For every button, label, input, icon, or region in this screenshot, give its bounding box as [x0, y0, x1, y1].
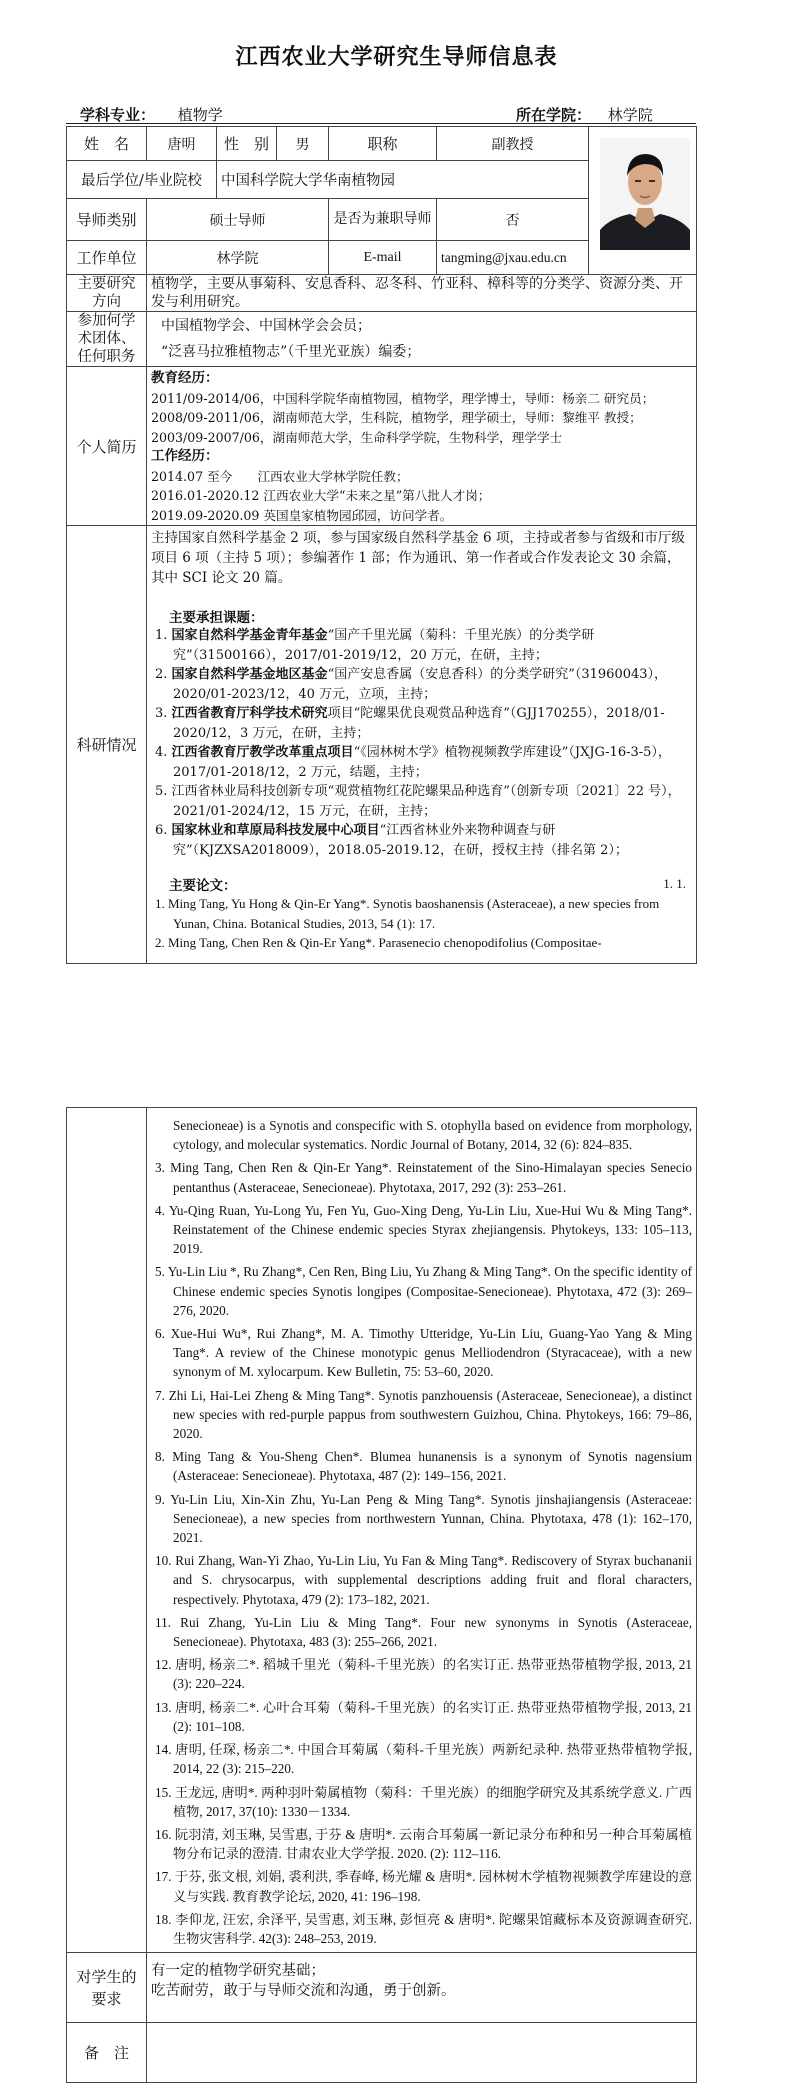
work-item: 2016.01-2020.12 江西农业大学“未来之星”第八批人才岗；: [151, 488, 491, 503]
papers-heading: 主要论文：: [169, 878, 237, 894]
paper-item: 5. Yu-Lin Liu *, Ru Zhang*, Cen Ren, Bing Liu, Yu Zhang & Ming Tang*. On the specific identity of Chinese endemic species Synotis longipes (Compositae-Senecioneae). Phytotaxa, 472 (3): 269–276, 2020.: [155, 1264, 692, 1318]
paper-item: 14. 唐明, 任琛, 杨亲二*. 中国合耳菊属（菊科-千里光族）两新纪录种. 热带亚热带植物学报, 2014, 22 (3): 215–220.: [155, 1742, 692, 1777]
project-number: 5.: [155, 784, 168, 799]
project-detail: 项目“陀螺果优良观赏品种选育”（GJJ170255），2018/01-2020/12，3 万元，在研，主持；: [173, 706, 665, 741]
supervisor-type-label: 导师类别: [67, 199, 147, 241]
research-summary: 主持国家自然科学基金 2 项，参与国家级自然科学基金 6 项，主持或者参与省级和市厅级项目 6 项（主持 5 项）；参编著作 1 部；作为通讯、第一作者或合作发表论文 30 余篇，其中 SCI 论文 20 篇。: [151, 530, 685, 586]
project-title: 江西省教育厅教学改革重点项目: [171, 745, 354, 760]
paper-item: 3. Ming Tang, Chen Ren & Qin-Er Yang*. Reinstatement of the Sino-Himalayan species Senecio pentanthus (Asteraceae, Senecioneae). Phytotaxa, 2017, 292 (3): 253–261.: [155, 1160, 692, 1195]
paper-item: 10. Rui Zhang, Wan-Yi Zhao, Yu-Lin Liu, Yu Fan & Ming Tang*. Rediscovery of Styrax buchananii and S. chrysocarpus, with supplemental descriptions adding fruit and floral characters, respectively. Phytotaxa, 479 (2): 173–182, 2021.: [155, 1553, 692, 1607]
title-value: 副教授: [437, 127, 589, 161]
discipline-label: 学科专业：: [80, 106, 156, 124]
papers-list-page1: [151, 894, 692, 953]
project-number: 1.: [155, 628, 168, 643]
unit-label: 工作单位: [67, 241, 147, 275]
project-detail: “《园林树木学》植物视频教学库建设”（JXJG-16-3-5），2017/01-2018/12，2 万元，结题，主持；: [173, 745, 671, 780]
project-item: [151, 704, 692, 743]
project-detail: “国产安息香属（安息香科）的分类学研究”（31960043），2020/01-2023/12，40 万元，立项，主持；: [173, 667, 668, 702]
concurrent-label: 是否为兼职导师: [329, 199, 437, 241]
requirements-label: 对学生的要求: [67, 1953, 147, 2023]
project-title: 国家林业和草原局科技发展中心项目: [171, 823, 380, 838]
project-item: [151, 665, 692, 704]
info-table-page1: [66, 126, 697, 964]
college-field: [516, 104, 653, 125]
paper-item: 2. Ming Tang, Chen Ren & Qin-Er Yang*. Parasenecio chenopodifolius (Compositae-: [155, 935, 602, 950]
remarks-value: [147, 2023, 697, 2083]
education-item: 2003/09-2007/06，湖南师范大学，生命科学学院，生物科学，理学学士: [151, 429, 563, 445]
email-label: E-mail: [329, 241, 437, 275]
paper-item: 18. 李仰龙, 汪宏, 余泽平, 吴雪惠, 刘玉琳, 彭恒亮 & 唐明*. 陀螺果馆藏标本及资源调查研究. 生物灾害科学. 42(3): 248–253, 2019.: [155, 1911, 692, 1946]
concurrent-value: 否: [437, 199, 589, 241]
academic-groups-cell: [147, 312, 697, 367]
project-number: 3.: [155, 706, 168, 721]
education-item: 2008/09-2011/06，湖南师范大学，生科院，植物学，理学硕士，导师：黎维平 教授；: [151, 410, 642, 425]
research-cell: [147, 526, 697, 964]
paper-item-continued: Senecioneae) is a Synotis and conspecific with S. otophylla based on evidence from morphology, cytology, and molecular systematics. Nordic Journal of Botany, 2014, 32 (6): 824–835.: [173, 1118, 692, 1153]
project-item: [151, 626, 692, 665]
academic-groups-line2: “泛喜马拉雅植物志”（千里光亚族）编委；: [161, 344, 421, 360]
work-item: 2019.09-2020.09 英国皇家植物园邱园，访问学者。: [151, 507, 453, 523]
project-detail: 江西省林业局科技创新专项“观赏植物红花陀螺果品种选育”（创新专项〔2021〕22 号），2021/01-2024/12，15 万元，在研，主持；: [171, 784, 681, 819]
research-direction-text: 植物学，主要从事菊科、安息香科、忍冬科、竹亚科、樟科等的分类学、资源分类、开发与利用研究。: [147, 275, 697, 312]
research-direction-label: 主要研究方向: [67, 275, 147, 312]
paper-item: 8. Ming Tang & You-Sheng Chen*. Blumea hunanensis is a synonym of Synotis nagensium (Asteraceae: Senecioneae). Phytotaxa, 487 (2): 149–156, 2021.: [155, 1449, 692, 1484]
discipline-field: [80, 104, 223, 125]
paper-item: 12. 唐明, 杨亲二*. 稻城千里光（菊科-千里光族）的名实订正. 热带亚热带植物学报, 2013, 21 (3): 220–224.: [155, 1657, 692, 1692]
email-value: tangming@jxau.edu.cn: [437, 241, 589, 275]
avatar-icon: [600, 138, 690, 250]
work-item: 2014.07 至今 江西农业大学林学院任教；: [151, 468, 409, 484]
paper-item: 9. Yu-Lin Liu, Xin-Xin Zhu, Yu-Lan Peng & Ming Tang*. Synotis jinshajiangensis (Asteraceae: Senecioneae), a new species from northwestern Yunnan, China. Phytotaxa, 478 (1): 162–170, 2021.: [155, 1491, 692, 1546]
academic-groups-label: 参加何学术团体、任何职务: [67, 312, 147, 367]
project-title: 国家自然科学基金地区基金: [171, 667, 328, 682]
paper-item: 17. 于芬, 张文根, 刘娟, 裘利洪, 季春峰, 杨光耀 & 唐明*. 园林树木学植物视频教学库建设的意义与实践. 教育教学论坛, 2020, 41: 196–198.: [155, 1869, 692, 1904]
name-label: 姓 名: [67, 127, 147, 161]
papers-cell-page2: [147, 1108, 697, 1953]
resume-label: 个人简历: [67, 367, 147, 526]
name-value: 唐明: [147, 127, 217, 161]
paper-item: 4. Yu-Qing Ruan, Yu-Long Yu, Fen Yu, Guo-Xing Deng, Yu-Lin Liu, Xue-Hui Wu & Ming Tang*. Reinstatement of the Chinese endemic species Styrax zhejiangensis. Phytokeys, 133: 105–113, 2019.: [155, 1202, 692, 1257]
work-heading: 工作经历：: [151, 448, 219, 464]
paper-item: 1. Ming Tang, Yu Hong & Qin-Er Yang*. Synotis baoshanensis (Asteraceae), a new species from Yunan, China. Botanical Studies, 2013, 54 (1): 17.: [155, 896, 660, 931]
paper-item: 15. 王龙远, 唐明*. 两种羽叶菊属植物（菊科：千里光族）的细胞学研究及其系统学意义. 广西植物, 2017, 37(10): 1330－1334.: [155, 1784, 692, 1819]
resume-cell: [147, 367, 697, 526]
project-title: 国家自然科学基金青年基金: [171, 628, 328, 643]
discipline-value: 植物学: [177, 106, 223, 124]
academic-groups-line1: 中国植物学会、中国林学会会员；: [161, 318, 371, 334]
project-number: 4.: [155, 745, 168, 760]
requirements-line1: 有一定的植物学研究基础；: [151, 1963, 325, 1980]
supervisor-type-value: 硕士导师: [147, 199, 329, 241]
research-label: 科研情况: [67, 526, 147, 964]
gender-label: 性 别: [217, 127, 277, 161]
paper-item: 7. Zhi Li, Hai-Lei Zheng & Ming Tang*. Synotis panzhouensis (Asteraceae, Senecioneae), a distinct new species with red-purple pappus from southwestern Guizhou, China. Phytokeys, 166: 79–86, 2020.: [155, 1387, 692, 1442]
college-label: 所在学院：: [516, 106, 592, 124]
degree-value: 中国科学院大学华南植物园: [217, 161, 589, 199]
title-label: 职称: [329, 127, 437, 161]
projects-list: [151, 626, 692, 860]
requirements-line2: 吃苦耐劳，敢于与导师交流和沟通，勇于创新。: [151, 1983, 456, 2000]
paper-item: 13. 唐明, 杨亲二*. 心叶合耳菊（菊科-千里光族）的名实订正. 热带亚热带植物学报, 2013, 21 (2): 101–108.: [155, 1699, 692, 1734]
paper-item: 6. Xue-Hui Wu*, Rui Zhang*, M. A. Timothy Utteridge, Yu-Lin Liu, Guang-Yao Yang & Ming Tang*. A review of the Chinese monotypic genus Melliodendron (Styracaceae), with a new synonym of M. xylocarpum. Kew Bulletin, 75: 53–60, 2020.: [155, 1326, 692, 1380]
project-item: [151, 782, 692, 821]
remarks-label: 备 注: [67, 2023, 147, 2083]
project-number: 2.: [155, 667, 168, 682]
education-item: 2011/09-2014/06，中国科学院华南植物园，植物学，理学博士，导师：杨亲二 研究员；: [151, 390, 655, 406]
research-label-continued: [67, 1108, 147, 1953]
papers-list-page2: [151, 1116, 692, 1948]
project-item: [151, 743, 692, 782]
portrait-photo: [600, 138, 690, 250]
degree-label: 最后学位/毕业院校: [67, 161, 217, 199]
requirements-cell: [147, 1953, 697, 2023]
info-table-page2: [66, 1107, 697, 2083]
project-title: 江西省教育厅科学技术研究: [171, 706, 328, 721]
paper-item: 16. 阮羽清, 刘玉琳, 吴雪惠, 于芬 & 唐明*. 云南合耳菊属一新记录分布种和另一种合耳菊属植物分布记录的澄清. 甘肃农业大学学报. 2020. (2): 112–116.: [155, 1826, 692, 1862]
project-number: 6.: [155, 823, 168, 838]
papers-marker: 1. 1.: [663, 876, 687, 891]
project-detail: “江西省林业外来物种调查与研究”（KJZXSA2018009），2018.05-2019.12，在研，授权主持（排名第 2）；: [173, 823, 628, 858]
education-heading: 教育经历：: [151, 370, 219, 386]
project-detail: “国产千里光属（菊科：千里光族）的分类学研究”（31500166），2017/01-2019/12，20 万元，在研，主持；: [173, 628, 595, 663]
project-item: [151, 821, 692, 860]
document-title: 江西农业大学研究生导师信息表: [235, 44, 558, 70]
papers-heading-row: [151, 874, 692, 894]
paper-item: 11. Rui Zhang, Yu-Lin Liu & Ming Tang*. Four new synonyms in Synotis (Asteraceae, Senecioneae). Phytotaxa, 483 (3): 255–266, 2021.: [155, 1614, 692, 1650]
header-rule: [66, 123, 696, 124]
projects-heading: 主要承担课题：: [169, 610, 264, 626]
college-value: 林学院: [607, 106, 653, 124]
unit-value: 林学院: [147, 241, 329, 275]
gender-value: 男: [277, 127, 329, 161]
